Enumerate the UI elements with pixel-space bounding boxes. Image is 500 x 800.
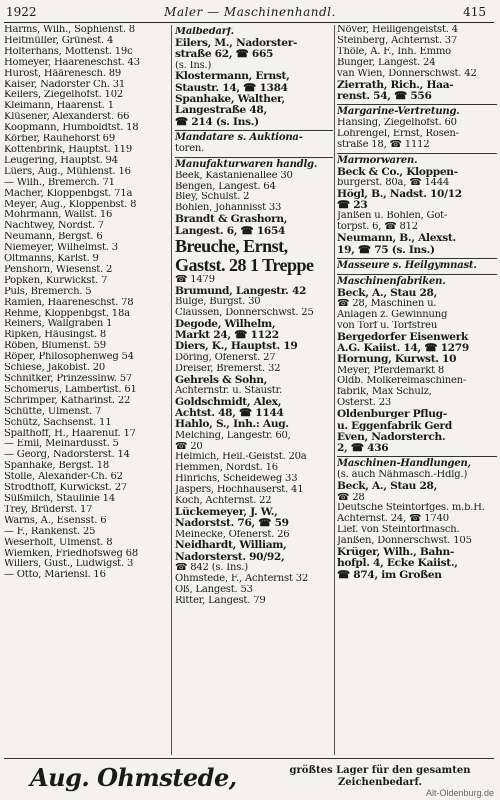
directory-entry: Kleimann, Haarenst. 1 xyxy=(4,101,114,112)
directory-entry: Neumann, Bergst. 6 xyxy=(4,232,103,243)
directory-entry: Bohlen, Johannisst 33 xyxy=(175,203,282,214)
column-divider-2 xyxy=(334,25,335,755)
section-heading: Malbedarf. xyxy=(175,27,234,37)
directory-entry: — Emil, Meinardusst. 5 xyxy=(4,439,119,450)
directory-entry: Schrimper, Katharinst. 22 xyxy=(4,395,131,406)
directory-entry: Even, Nadorsterch. xyxy=(337,431,446,443)
directory-entry: Steinberg, Achternst. 37 xyxy=(337,35,458,46)
directory-entry: Növer, Heiligengeistst. 4 xyxy=(337,25,458,35)
directory-entry: ☎ 23 xyxy=(337,200,368,212)
directory-entry: Beck, A., Stau 28, xyxy=(337,481,437,493)
column-3 xyxy=(337,25,497,755)
column-divider-1 xyxy=(171,25,172,755)
section-heading: Margarine-Vertretung. xyxy=(337,104,497,118)
section-heading: Maschinenfabriken. xyxy=(337,274,497,288)
directory-entry: Röben, Blumenst. 59 xyxy=(4,341,106,352)
directory-entry: Spanhake, Walther, xyxy=(175,94,285,105)
directory-entry: fabrik, Max Schulz, xyxy=(337,387,432,398)
header-title: Maler — Maschinenhandl. xyxy=(164,5,336,19)
directory-entry: Achtst. 48, ☎ 1144 xyxy=(175,408,284,420)
directory-entry: Schiese, Jakobist. 20 xyxy=(4,363,106,374)
directory-entry: von Torf u. Torfstreu xyxy=(337,320,438,331)
directory-entry: Holterhans, Mottenst. 19c xyxy=(4,46,133,57)
directory-entry: Macher, Kloppenbgst. 71a xyxy=(4,188,133,199)
directory-entry: Jaspers, Hochhauserst. 41 xyxy=(175,485,304,496)
directory-entry: Schütz, Sachsenst. 11 xyxy=(4,417,112,428)
section-heading: Manufakturwaren handlg. xyxy=(175,157,333,171)
section-heading: Marmorwaren. xyxy=(337,153,497,167)
directory-entry: Klüsener, Alexanderst. 66 xyxy=(4,112,130,123)
directory-entry: Lohrengel, Ernst, Rosen- xyxy=(337,128,459,139)
directory-entry: straße 62, ☎ 665 xyxy=(175,49,274,61)
directory-entry: Weserholt, Ulmenst. 8 xyxy=(4,537,113,548)
directory-entry: Nachtwey, Nordst. 7 xyxy=(4,221,104,232)
directory-entry: Kottenbrink, Hauptst. 119 xyxy=(4,144,132,155)
directory-entry: Heitmüller, Grünest. 4 xyxy=(4,35,114,46)
directory-entry: Puls, Bremerch. 5 xyxy=(4,286,92,297)
directory-entry: Gehrels & Sohn, xyxy=(175,374,268,386)
page-header xyxy=(0,0,500,22)
directory-entry: Koch, Achternst. 22 xyxy=(175,496,272,507)
directory-entry: Reiners, Wallgraben 1 xyxy=(4,319,113,330)
directory-entry: Nadorsterst. 90/92, xyxy=(175,551,285,563)
directory-entry: Mohrmann, Wallst. 16 xyxy=(4,210,113,221)
directory-entry: Hahlo, S., Inh.: Aug. xyxy=(175,419,289,431)
directory-entry: Dreiser, Bremerst. 32 xyxy=(175,363,281,374)
watermark: Alt-Oldenburg.de xyxy=(425,788,494,798)
directory-entry: burgerst. 80a, ☎ 1444 xyxy=(337,177,450,188)
directory-entry: van Wien, Donnerschwst. 42 xyxy=(337,68,477,79)
footer-rule xyxy=(4,758,494,759)
directory-entry: Röper, Philosophenweg 54 xyxy=(4,352,134,363)
directory-entry: Oß, Langest. 53 xyxy=(175,584,253,595)
directory-entry: Warns, A., Esensst. 6 xyxy=(4,515,107,526)
section-heading: Masseure s. Heilgymnast. xyxy=(337,258,497,272)
directory-entry: Janßen, Donnerschwst. 105 xyxy=(337,536,472,547)
directory-entry: Oldb. Molkereimaschinen- xyxy=(337,376,467,387)
directory-entry: renst. 54, ☎ 556 xyxy=(337,90,432,102)
directory-entry: Lief. von Steintorfmasch. xyxy=(337,525,460,536)
directory-entry: Hornung, Kurwst. 10 xyxy=(337,354,457,366)
directory-entry: A.G. Kaiist. 14, ☎ 1279 xyxy=(337,342,469,354)
directory-entry: (s. auch Nähmasch.-Hdlg.) xyxy=(337,470,468,481)
footer-slogan-line2: Zeichenbedarf. xyxy=(338,777,422,788)
directory-entry: Körber, Rauhehorst 69 xyxy=(4,134,115,145)
directory-entry: Bengen, Langest. 64 xyxy=(175,181,276,192)
directory-entry: ☎ 1479 xyxy=(175,274,215,285)
directory-entry: Nadorstst. 76, ☎ 59 xyxy=(175,518,289,530)
directory-entry: u. Eggenfabrik Gerd xyxy=(337,420,452,432)
directory-entry: Claussen, Donnerschwst. 25 xyxy=(175,307,314,318)
footer-slogan xyxy=(280,765,480,789)
directory-entry: Hemmen, Nordst. 16 xyxy=(175,463,278,474)
directory-entry: Lüers, Aug., Mühlenst. 16 xyxy=(4,166,131,177)
directory-entry: Breuche, Ernst, xyxy=(175,236,288,256)
directory-entry: torpst. 6, ☎ 812 xyxy=(337,222,418,233)
directory-entry: Meyer, Pferdemarkt 8 xyxy=(337,365,445,376)
directory-entry: Homeyer, Haareneschst. 43 xyxy=(4,57,140,68)
directory-entry: Markt 24, ☎ 1122 xyxy=(175,330,279,342)
directory-entry: Schomerus, Lambertist. 61 xyxy=(4,384,137,395)
directory-entry: Ripken, Häusingst. 8 xyxy=(4,330,107,341)
directory-entry: 2, ☎ 436 xyxy=(337,443,389,455)
directory-entry: Leugering, Hauptst. 94 xyxy=(4,155,118,166)
directory-entry: Neumann, B., Alexst. xyxy=(337,233,456,245)
directory-entry: Melching, Langestr. 60, xyxy=(175,430,291,441)
directory-entry: Trey, Brüderst. 17 xyxy=(4,504,93,515)
header-year: 1922 xyxy=(6,5,37,19)
directory-entry: Niemeyer, Wilhelmst. 3 xyxy=(4,243,118,254)
directory-entry: Kaiser, Nadorster Ch. 31 xyxy=(4,79,126,90)
directory-entry: Krüger, Wilh., Bahn- xyxy=(337,547,454,559)
directory-entry: Strodthoff, Kurwickst. 27 xyxy=(4,483,128,494)
directory-entry: Zierrath, Rich., Haa- xyxy=(337,79,454,91)
directory-entry: Wiemken, Friedhofsweg 68 xyxy=(4,548,138,559)
directory-entry: Stolle, Alexander-Ch. 62 xyxy=(4,472,123,483)
header-rule xyxy=(4,22,494,23)
directory-entry: — F., Rankenst. 25 xyxy=(4,526,96,537)
directory-entry: Schnitker, Prinzessinw. 57 xyxy=(4,374,133,384)
directory-entry: Döring, Ofenerst. 27 xyxy=(175,352,276,363)
column-1 xyxy=(4,25,170,755)
directory-entry: Hinrichs, Scheideweg 33 xyxy=(175,474,298,485)
column-2 xyxy=(175,25,333,755)
directory-entry: Achternst. 24, ☎ 1740 xyxy=(337,514,449,525)
directory-entry: Ritter, Langest. 79 xyxy=(175,595,266,606)
directory-entry: Osterst. 23 xyxy=(337,398,392,409)
directory-entry: ☎ 28 xyxy=(337,492,365,503)
directory-entry: Beek, Kastanienallee 30 xyxy=(175,170,293,181)
directory-entry: ☎ 214 (s. Ins.) xyxy=(175,116,259,128)
directory-entry: toren. xyxy=(175,143,205,154)
directory-entry: Willers, Gust., Ludwigst. 3 xyxy=(4,559,134,570)
directory-entry: Hansing, Ziegelhofst. 60 xyxy=(337,118,457,129)
directory-entry: Ramien, Haareneschst. 78 xyxy=(4,297,134,308)
directory-entry: Högl, B., Nadst. 10/12 xyxy=(337,188,462,200)
directory-entry: Goldschmidt, Alex, xyxy=(175,396,282,408)
directory-entry: Klostermann, Ernst, xyxy=(175,71,290,83)
footer-slogan-line1: größtes Lager für den gesamten xyxy=(289,765,471,776)
directory-entry: Meinecke, Ofenerst. 26 xyxy=(175,529,290,540)
directory-entry: Helmich, Heil.-Geistst. 20a xyxy=(175,452,307,463)
footer-company-name: Aug. Ohmstede, xyxy=(30,763,237,792)
directory-entry: Bunger, Langest. 24 xyxy=(337,57,436,68)
directory-entry: Bley, Schulst. 2 xyxy=(175,192,250,203)
directory-entry: (s. Ins.) xyxy=(175,60,212,71)
directory-entry: Brumund, Langestr. 42 xyxy=(175,285,307,297)
directory-entry: Süßmilch, Staulinie 14 xyxy=(4,493,115,504)
directory-entry: Penshorn, Wiesenst. 2 xyxy=(4,264,113,275)
footer-advertisement xyxy=(30,763,490,795)
directory-entry: Staustr. 14, ☎ 1384 xyxy=(175,82,288,94)
directory-entry: Brandt & Grashorn, xyxy=(175,214,288,226)
directory-entry: Beck, A., Stau 28, xyxy=(337,287,437,299)
directory-entry: Spalthoff, H., Haarenuf. 17 xyxy=(4,428,136,439)
directory-entry: Rehme, Kloppenbgst. 18a xyxy=(4,308,130,319)
directory-entry: Langest. 6, ☎ 1654 xyxy=(175,225,286,237)
directory-entry: Langestraße 48, xyxy=(175,105,267,117)
directory-entry: Anlagen z. Gewinnung xyxy=(337,309,448,320)
directory-entry: ☎ 28, Maschinen u. xyxy=(337,298,437,309)
directory-entry: Schütte, Ulmenst. 7 xyxy=(4,406,102,417)
directory-entry: Koopmann, Humboldtst. 18 xyxy=(4,123,139,134)
directory-entry: — Otto, Mariensl. 16 xyxy=(4,570,106,581)
directory-entry: Bergedorfer Eisenwerk xyxy=(337,331,469,343)
directory-entry: Keilers, Ziegelhofst. 102 xyxy=(4,90,124,101)
directory-entry: 19, ☎ 75 (s. Ins.) xyxy=(337,244,435,256)
directory-entry: Thöle, A. F., Inh. Emmo xyxy=(337,46,451,57)
header-page-number: 415 xyxy=(463,5,486,19)
directory-entry: ☎ 20 xyxy=(175,441,203,452)
directory-entry: — Georg, Nadorsterst. 14 xyxy=(4,450,130,461)
directory-entry: Gastst. 28 1 Treppe xyxy=(175,255,314,275)
directory-entry: Degode, Wilhelm, xyxy=(175,318,276,330)
directory-entry: Hurost, Häärenesch. 89 xyxy=(4,68,122,79)
directory-entry: ☎ 842 (s. Ins.) xyxy=(175,563,248,574)
directory-entry: Oldenburger Pflug- xyxy=(337,409,447,421)
directory-entry: Beck & Co., Kloppen- xyxy=(337,166,458,178)
directory-entry: Ohmstede, F., Achternst 32 xyxy=(175,573,309,584)
directory-entry: hofpl. 4, Ecke Kaiist., xyxy=(337,558,458,570)
directory-entry: Lückemeyer, J. W., xyxy=(175,506,278,518)
directory-entry: — Wilh., Bremerch. 71 xyxy=(4,177,115,188)
directory-entry: Achternstr. u. Staustr. xyxy=(175,385,283,396)
directory-entry: Eilers, M., Nadorster- xyxy=(175,37,298,49)
directory-entry: Harms, Wilh., Sophienst. 8 xyxy=(4,25,135,35)
directory-entry: Janßen u. Bohlen, Got- xyxy=(337,211,448,222)
directory-entry: Diers, K., Hauptst. 19 xyxy=(175,341,298,353)
directory-entry: Deutsche Steintorfges. m.b.H. xyxy=(337,503,485,514)
directory-entry: Popken, Kurwickst. 7 xyxy=(4,275,108,286)
directory-entry: Oltmanns, Karlst. 9 xyxy=(4,254,99,265)
directory-entry: ☎ 874, im Großen xyxy=(337,569,442,581)
directory-entry: Meyer, Aug., Kloppenbst. 8 xyxy=(4,199,137,210)
directory-entry: Neidhardt, William, xyxy=(175,540,287,552)
section-heading: Mandatare s. Auktiona- xyxy=(175,130,333,144)
directory-entry: straße 18, ☎ 1112 xyxy=(337,139,430,150)
section-heading: Maschinen-Handlungen, xyxy=(337,456,497,470)
directory-entry: Spanhake, Bergst. 18 xyxy=(4,461,110,472)
directory-entry: Bulge, Burgst. 30 xyxy=(175,297,261,308)
